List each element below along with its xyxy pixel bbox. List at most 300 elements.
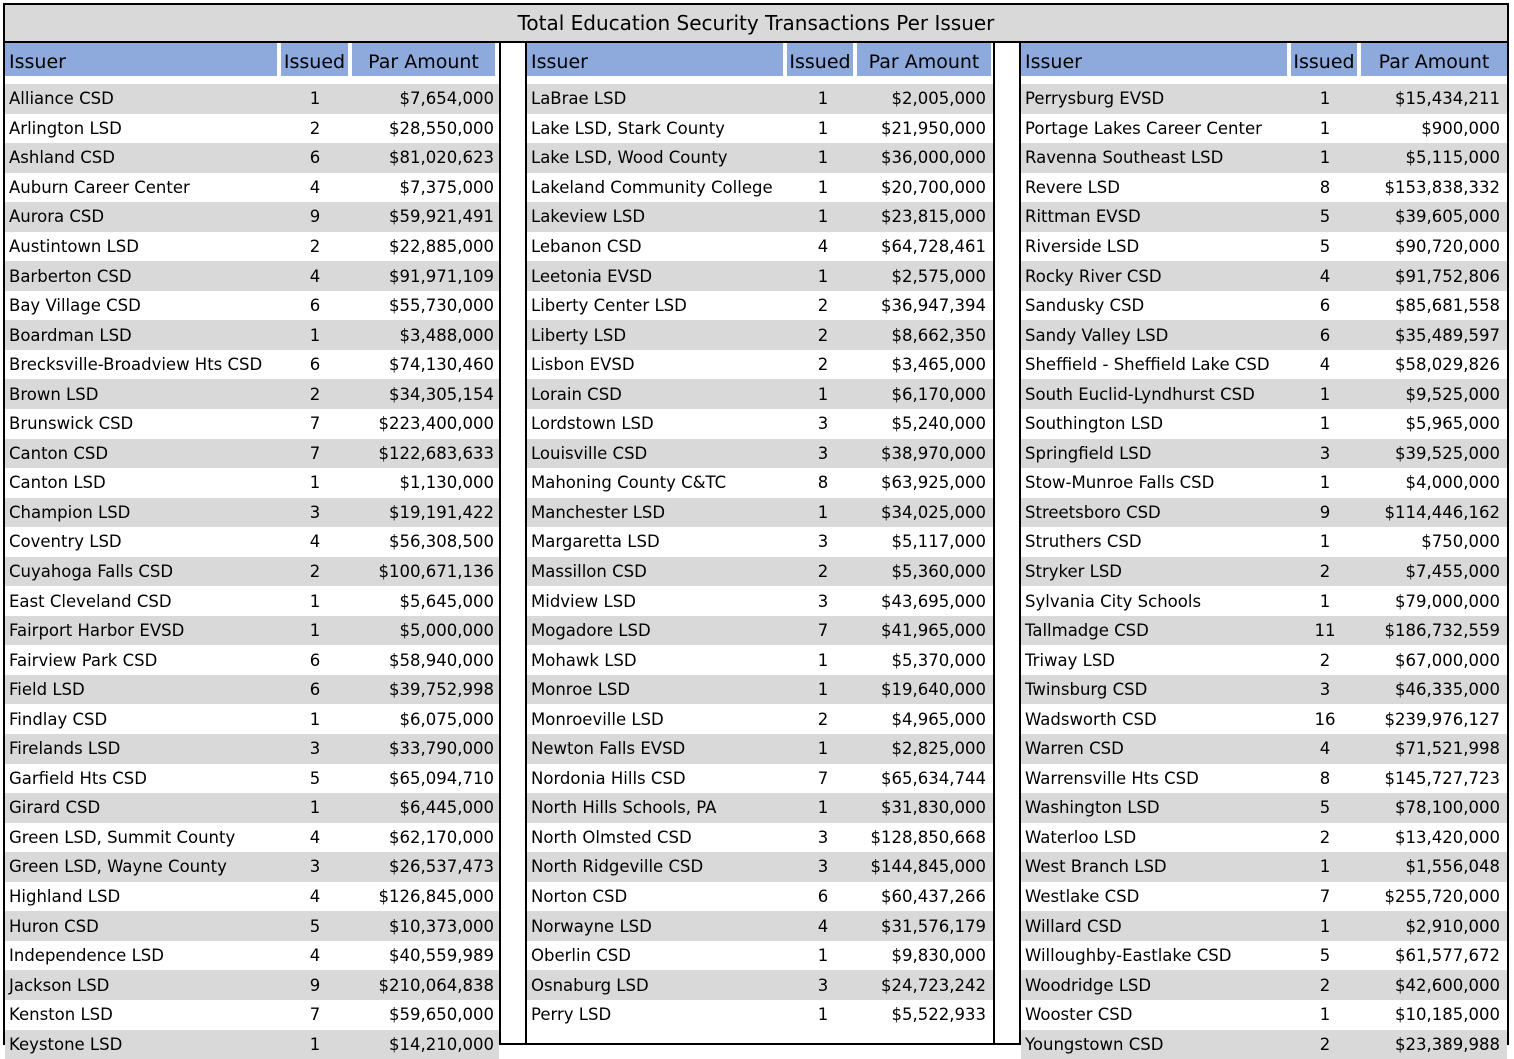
issued-cell: 2	[789, 355, 857, 374]
issuer-cell: Brown LSD	[5, 385, 281, 404]
par-amount-cell: $2,005,000	[857, 89, 991, 108]
par-amount-cell: $5,360,000	[857, 562, 991, 581]
par-amount-cell: $23,389,988	[1359, 1035, 1505, 1054]
par-amount-cell: $2,910,000	[1359, 917, 1505, 936]
issuer-cell: Waterloo LSD	[1021, 828, 1291, 847]
issuer-cell: Oberlin CSD	[527, 946, 789, 965]
issued-cell: 3	[789, 414, 857, 433]
table-row	[1021, 734, 1507, 764]
issuer-cell: Fairview Park CSD	[5, 651, 281, 670]
par-amount-cell: $3,465,000	[857, 355, 991, 374]
issued-cell: 11	[1291, 621, 1359, 640]
par-amount-cell: $60,437,266	[857, 887, 991, 906]
table-row	[5, 882, 499, 912]
issuer-cell: Louisville CSD	[527, 444, 789, 463]
issuer-cell: Huron CSD	[5, 917, 281, 936]
issued-cell: 1	[789, 119, 857, 138]
par-amount-cell: $21,950,000	[857, 119, 991, 138]
table-row	[527, 379, 993, 409]
table-row	[527, 616, 993, 646]
issued-cell: 2	[789, 562, 857, 581]
table-row	[1021, 1030, 1507, 1059]
issuer-cell: Westlake CSD	[1021, 887, 1291, 906]
table-row	[527, 586, 993, 616]
par-amount-cell: $34,305,154	[349, 385, 499, 404]
table-row	[527, 291, 993, 321]
issuer-cell: Midview LSD	[527, 592, 789, 611]
issued-cell: 2	[281, 237, 349, 256]
par-amount-cell: $114,446,162	[1359, 503, 1505, 522]
header-issuer: Issuer	[1021, 43, 1287, 76]
par-amount-cell: $128,850,668	[857, 828, 991, 847]
table-row	[527, 557, 993, 587]
table-row	[1021, 764, 1507, 794]
par-amount-cell: $7,654,000	[349, 89, 499, 108]
table-row	[527, 439, 993, 469]
table-row	[5, 320, 499, 350]
table-row	[1021, 911, 1507, 941]
issued-cell: 7	[281, 444, 349, 463]
issued-cell: 3	[281, 857, 349, 876]
issued-cell: 3	[789, 444, 857, 463]
header-par-amount: Par Amount	[352, 43, 495, 76]
header-par-amount: Par Amount	[857, 43, 991, 76]
issuer-cell: Independence LSD	[5, 946, 281, 965]
issuer-cell: Austintown LSD	[5, 237, 281, 256]
par-amount-cell: $144,845,000	[857, 857, 991, 876]
issuer-cell: Willard CSD	[1021, 917, 1291, 936]
issuer-cell: Revere LSD	[1021, 178, 1291, 197]
issuer-panel-3	[1021, 43, 1507, 1043]
issued-cell: 1	[789, 267, 857, 286]
issuer-cell: Garfield Hts CSD	[5, 769, 281, 788]
table-row	[5, 409, 499, 439]
issued-cell: 1	[789, 946, 857, 965]
par-amount-cell: $1,556,048	[1359, 857, 1505, 876]
issued-cell: 1	[1291, 473, 1359, 492]
issuer-cell: Mogadore LSD	[527, 621, 789, 640]
par-amount-cell: $2,575,000	[857, 267, 991, 286]
table-row	[1021, 882, 1507, 912]
table-row	[5, 468, 499, 498]
issued-cell: 7	[789, 621, 857, 640]
issuer-cell: Kenston LSD	[5, 1005, 281, 1024]
par-amount-cell: $35,489,597	[1359, 326, 1505, 345]
issued-cell: 1	[1291, 148, 1359, 167]
par-amount-cell: $40,559,989	[349, 946, 499, 965]
issuer-cell: Monroeville LSD	[527, 710, 789, 729]
table-row	[5, 675, 499, 705]
issued-cell: 2	[281, 119, 349, 138]
issued-cell: 1	[789, 739, 857, 758]
par-amount-cell: $13,420,000	[1359, 828, 1505, 847]
table-row	[5, 793, 499, 823]
issuer-cell: Brecksville-Broadview Hts CSD	[5, 355, 281, 374]
table-row	[1021, 291, 1507, 321]
table-row	[527, 409, 993, 439]
par-amount-cell: $28,550,000	[349, 119, 499, 138]
par-amount-cell: $24,723,242	[857, 976, 991, 995]
issued-cell: 3	[789, 976, 857, 995]
par-amount-cell: $255,720,000	[1359, 887, 1505, 906]
table-row	[1021, 379, 1507, 409]
panel-rows	[1021, 84, 1507, 1059]
issued-cell: 1	[789, 680, 857, 699]
par-amount-cell: $10,185,000	[1359, 1005, 1505, 1024]
table-row	[527, 823, 993, 853]
issued-cell: 6	[1291, 296, 1359, 315]
sheet-title: Total Education Security Transactions Per Issuer	[5, 5, 1507, 43]
issued-cell: 4	[281, 178, 349, 197]
par-amount-cell: $122,683,633	[349, 444, 499, 463]
par-amount-cell: $42,600,000	[1359, 976, 1505, 995]
issuer-cell: Leetonia EVSD	[527, 267, 789, 286]
issued-cell: 1	[281, 326, 349, 345]
issuer-cell: Field LSD	[5, 680, 281, 699]
issued-cell: 2	[789, 710, 857, 729]
issued-cell: 5	[1291, 798, 1359, 817]
panel-header	[1021, 43, 1507, 78]
issuer-cell: Woodridge LSD	[1021, 976, 1291, 995]
issued-cell: 8	[789, 473, 857, 492]
table-row	[527, 941, 993, 971]
issuer-cell: Monroe LSD	[527, 680, 789, 699]
table-row	[1021, 468, 1507, 498]
par-amount-cell: $14,210,000	[349, 1035, 499, 1054]
panel-header	[5, 43, 499, 78]
issuer-cell: Mahoning County C&TC	[527, 473, 789, 492]
table-row	[1021, 143, 1507, 173]
issuer-cell: Lorain CSD	[527, 385, 789, 404]
issued-cell: 1	[281, 798, 349, 817]
table-row	[5, 970, 499, 1000]
par-amount-cell: $5,645,000	[349, 592, 499, 611]
table-row	[527, 320, 993, 350]
issuer-cell: Norwayne LSD	[527, 917, 789, 936]
par-amount-cell: $74,130,460	[349, 355, 499, 374]
issued-cell: 2	[281, 385, 349, 404]
table-row	[1021, 704, 1507, 734]
issued-cell: 1	[1291, 385, 1359, 404]
panel-header	[527, 43, 993, 78]
issuer-cell: Mohawk LSD	[527, 651, 789, 670]
par-amount-cell: $6,170,000	[857, 385, 991, 404]
issuer-cell: Rocky River CSD	[1021, 267, 1291, 286]
issuer-cell: Margaretta LSD	[527, 532, 789, 551]
issuer-cell: Canton LSD	[5, 473, 281, 492]
issued-cell: 3	[281, 503, 349, 522]
table-row	[1021, 970, 1507, 1000]
issuer-cell: South Euclid-Lyndhurst CSD	[1021, 385, 1291, 404]
table-row	[527, 911, 993, 941]
issuer-cell: Alliance CSD	[5, 89, 281, 108]
issued-cell: 2	[789, 296, 857, 315]
table-row	[1021, 527, 1507, 557]
issuer-cell: Manchester LSD	[527, 503, 789, 522]
par-amount-cell: $186,732,559	[1359, 621, 1505, 640]
par-amount-cell: $3,488,000	[349, 326, 499, 345]
issued-cell: 1	[281, 89, 349, 108]
issuer-cell: Ravenna Southeast LSD	[1021, 148, 1291, 167]
par-amount-cell: $67,000,000	[1359, 651, 1505, 670]
table-row	[5, 704, 499, 734]
table-row	[1021, 350, 1507, 380]
par-amount-cell: $81,020,623	[349, 148, 499, 167]
par-amount-cell: $39,605,000	[1359, 207, 1505, 226]
issuer-cell: Jackson LSD	[5, 976, 281, 995]
issued-cell: 6	[281, 651, 349, 670]
table-row	[1021, 498, 1507, 528]
issuer-cell: Canton CSD	[5, 444, 281, 463]
issuer-cell: Barberton CSD	[5, 267, 281, 286]
par-amount-cell: $750,000	[1359, 532, 1505, 551]
table-row	[527, 498, 993, 528]
par-amount-cell: $59,921,491	[349, 207, 499, 226]
par-amount-cell: $43,695,000	[857, 592, 991, 611]
issuer-cell: Coventry LSD	[5, 532, 281, 551]
par-amount-cell: $58,029,826	[1359, 355, 1505, 374]
table-row	[1021, 1000, 1507, 1030]
issuer-cell: Willoughby-Eastlake CSD	[1021, 946, 1291, 965]
par-amount-cell: $65,634,744	[857, 769, 991, 788]
table-row	[1021, 114, 1507, 144]
par-amount-cell: $38,970,000	[857, 444, 991, 463]
issued-cell: 5	[1291, 237, 1359, 256]
table-row	[5, 616, 499, 646]
issued-cell: 2	[1291, 651, 1359, 670]
par-amount-cell: $2,825,000	[857, 739, 991, 758]
issued-cell: 6	[281, 296, 349, 315]
issued-cell: 1	[1291, 414, 1359, 433]
issued-cell: 7	[281, 1005, 349, 1024]
issuer-cell: Boardman LSD	[5, 326, 281, 345]
par-amount-cell: $5,240,000	[857, 414, 991, 433]
panel-rows	[5, 84, 499, 1059]
issued-cell: 4	[281, 267, 349, 286]
par-amount-cell: $55,730,000	[349, 296, 499, 315]
par-amount-cell: $62,170,000	[349, 828, 499, 847]
issuer-cell: Osnaburg LSD	[527, 976, 789, 995]
table-row	[527, 1000, 993, 1030]
table-row	[527, 645, 993, 675]
issuer-cell: Newton Falls EVSD	[527, 739, 789, 758]
table-row	[527, 143, 993, 173]
header-issued: Issued	[281, 43, 348, 76]
issuer-cell: Green LSD, Summit County	[5, 828, 281, 847]
table-row	[5, 350, 499, 380]
issued-cell: 9	[281, 976, 349, 995]
par-amount-cell: $5,117,000	[857, 532, 991, 551]
issuer-cell: Fairport Harbor EVSD	[5, 621, 281, 640]
par-amount-cell: $31,576,179	[857, 917, 991, 936]
issuer-cell: Massillon CSD	[527, 562, 789, 581]
table-row	[527, 793, 993, 823]
issued-cell: 1	[1291, 917, 1359, 936]
issuer-cell: Streetsboro CSD	[1021, 503, 1291, 522]
par-amount-cell: $63,925,000	[857, 473, 991, 492]
issued-cell: 8	[1291, 769, 1359, 788]
issuer-cell: Sandy Valley LSD	[1021, 326, 1291, 345]
table-row	[527, 734, 993, 764]
issued-cell: 9	[1291, 503, 1359, 522]
issued-cell: 1	[789, 207, 857, 226]
issuer-cell: Lisbon EVSD	[527, 355, 789, 374]
issued-cell: 2	[1291, 828, 1359, 847]
issuer-cell: Southington LSD	[1021, 414, 1291, 433]
issued-cell: 5	[281, 917, 349, 936]
issuer-cell: Liberty Center LSD	[527, 296, 789, 315]
header-issued: Issued	[787, 43, 853, 76]
issuer-cell: Aurora CSD	[5, 207, 281, 226]
header-issuer: Issuer	[5, 43, 277, 76]
table-row	[1021, 645, 1507, 675]
issuer-cell: Lordstown LSD	[527, 414, 789, 433]
par-amount-cell: $65,094,710	[349, 769, 499, 788]
issued-cell: 1	[789, 89, 857, 108]
issued-cell: 1	[789, 503, 857, 522]
issuer-cell: Wadsworth CSD	[1021, 710, 1291, 729]
table-row	[527, 232, 993, 262]
table-row	[5, 1030, 499, 1059]
par-amount-cell: $153,838,332	[1359, 178, 1505, 197]
issued-cell: 1	[1291, 532, 1359, 551]
table-row	[527, 675, 993, 705]
issuer-cell: Lake LSD, Stark County	[527, 119, 789, 138]
table-row	[1021, 232, 1507, 262]
issued-cell: 3	[789, 532, 857, 551]
table-row	[5, 586, 499, 616]
par-amount-cell: $239,976,127	[1359, 710, 1505, 729]
issued-cell: 4	[281, 828, 349, 847]
table-row	[5, 291, 499, 321]
table-row	[5, 1000, 499, 1030]
issued-cell: 1	[1291, 119, 1359, 138]
par-amount-cell: $7,455,000	[1359, 562, 1505, 581]
par-amount-cell: $6,445,000	[349, 798, 499, 817]
par-amount-cell: $145,727,723	[1359, 769, 1505, 788]
header-par-amount: Par Amount	[1361, 43, 1507, 76]
issuer-cell: Bay Village CSD	[5, 296, 281, 315]
par-amount-cell: $61,577,672	[1359, 946, 1505, 965]
table-row	[1021, 439, 1507, 469]
par-amount-cell: $91,752,806	[1359, 267, 1505, 286]
issuer-cell: Triway LSD	[1021, 651, 1291, 670]
issued-cell: 1	[789, 178, 857, 197]
table-row	[527, 764, 993, 794]
issuer-cell: Lakeview LSD	[527, 207, 789, 226]
issuer-cell: North Ridgeville CSD	[527, 857, 789, 876]
issued-cell: 7	[789, 769, 857, 788]
issued-cell: 3	[281, 739, 349, 758]
par-amount-cell: $91,971,109	[349, 267, 499, 286]
issued-cell: 5	[281, 769, 349, 788]
issuer-cell: Arlington LSD	[5, 119, 281, 138]
par-amount-cell: $36,000,000	[857, 148, 991, 167]
issuer-cell: Girard CSD	[5, 798, 281, 817]
par-amount-cell: $64,728,461	[857, 237, 991, 256]
table-row	[1021, 84, 1507, 114]
par-amount-cell: $20,700,000	[857, 178, 991, 197]
issuer-cell: LaBrae LSD	[527, 89, 789, 108]
table-row	[527, 261, 993, 291]
issuer-cell: Champion LSD	[5, 503, 281, 522]
par-amount-cell: $5,522,933	[857, 1005, 991, 1024]
table-row	[1021, 261, 1507, 291]
issued-cell: 6	[789, 887, 857, 906]
table-row	[527, 114, 993, 144]
issued-cell: 3	[789, 828, 857, 847]
par-amount-cell: $39,525,000	[1359, 444, 1505, 463]
issued-cell: 6	[281, 680, 349, 699]
issuer-cell: Liberty LSD	[527, 326, 789, 345]
issuer-cell: Highland LSD	[5, 887, 281, 906]
issued-cell: 4	[1291, 739, 1359, 758]
par-amount-cell: $59,650,000	[349, 1005, 499, 1024]
issuer-panel-2	[527, 43, 993, 1043]
issued-cell: 1	[789, 798, 857, 817]
par-amount-cell: $5,370,000	[857, 651, 991, 670]
issuer-cell: Brunswick CSD	[5, 414, 281, 433]
par-amount-cell: $210,064,838	[349, 976, 499, 995]
issuer-cell: Warrensville Hts CSD	[1021, 769, 1291, 788]
panel-separator	[993, 43, 1021, 1043]
issuer-cell: Youngstown CSD	[1021, 1035, 1291, 1054]
table-row	[527, 84, 993, 114]
issuer-cell: Auburn Career Center	[5, 178, 281, 197]
issued-cell: 1	[789, 651, 857, 670]
par-amount-cell: $900,000	[1359, 119, 1505, 138]
table-row	[527, 527, 993, 557]
issuer-cell: Twinsburg CSD	[1021, 680, 1291, 699]
issued-cell: 5	[1291, 946, 1359, 965]
par-amount-cell: $79,000,000	[1359, 592, 1505, 611]
par-amount-cell: $41,965,000	[857, 621, 991, 640]
issued-cell: 1	[789, 148, 857, 167]
par-amount-cell: $15,434,211	[1359, 89, 1505, 108]
issued-cell: 7	[1291, 887, 1359, 906]
issuer-cell: Cuyahoga Falls CSD	[5, 562, 281, 581]
table-row	[5, 734, 499, 764]
table-row	[1021, 675, 1507, 705]
issuer-cell: Lake LSD, Wood County	[527, 148, 789, 167]
issued-cell: 1	[281, 710, 349, 729]
table-row	[527, 970, 993, 1000]
par-amount-cell: $7,375,000	[349, 178, 499, 197]
par-amount-cell: $9,830,000	[857, 946, 991, 965]
table-row	[5, 645, 499, 675]
issued-cell: 4	[281, 532, 349, 551]
par-amount-cell: $56,308,500	[349, 532, 499, 551]
par-amount-cell: $31,830,000	[857, 798, 991, 817]
issued-cell: 1	[789, 1005, 857, 1024]
issued-cell: 4	[1291, 355, 1359, 374]
table-row	[527, 852, 993, 882]
par-amount-cell: $90,720,000	[1359, 237, 1505, 256]
issuer-cell: Washington LSD	[1021, 798, 1291, 817]
panel-separator	[499, 43, 527, 1043]
table-row	[5, 173, 499, 203]
par-amount-cell: $26,537,473	[349, 857, 499, 876]
issuer-cell: Perrysburg EVSD	[1021, 89, 1291, 108]
issued-cell: 1	[281, 1035, 349, 1054]
issuer-cell: Stow-Munroe Falls CSD	[1021, 473, 1291, 492]
table-row	[5, 261, 499, 291]
issuer-cell: Keystone LSD	[5, 1035, 281, 1054]
header-issuer: Issuer	[527, 43, 783, 76]
par-amount-cell: $1,130,000	[349, 473, 499, 492]
issued-cell: 4	[281, 887, 349, 906]
issued-cell: 6	[281, 355, 349, 374]
